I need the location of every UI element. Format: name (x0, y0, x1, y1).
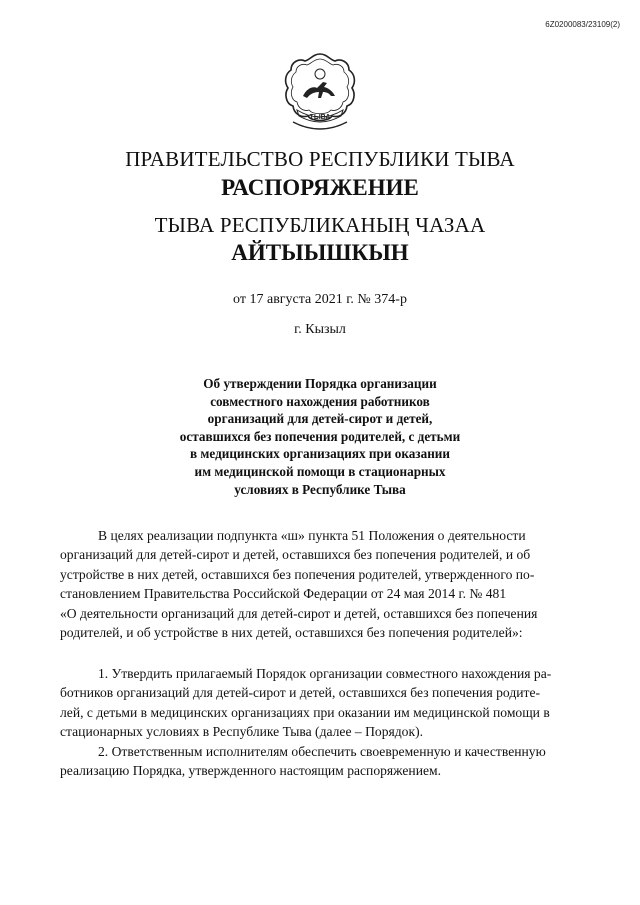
body-line: устройстве в них детей, оставшихся без попечения родителей, утвержденного по- (60, 566, 535, 582)
body-line: 1. Утвердить прилагаемый Порядок организации совместного нахождения ра- (98, 666, 552, 681)
title-line: Об утверждении Порядка организации (203, 376, 437, 391)
preamble-paragraph (60, 526, 612, 642)
items-paragraph (60, 664, 612, 780)
doc-type-tyv: АЙТЫЫШКЫН (231, 240, 409, 265)
document-date-number: от 17 августа 2021 г. № 374-р (233, 292, 407, 307)
body-line: «О деятельности организаций для детей-сирот и детей, оставшихся без попечения (60, 605, 538, 621)
title-line: условиях в Республике Тыва (234, 481, 406, 497)
doc-type-ru: РАСПОРЯЖЕНИЕ (221, 175, 419, 200)
body-line: реализацию Порядка, утвержденного настоящим распоряжением. (60, 763, 442, 779)
body-line: лей, с детьми в медицинских организациях при оказании им медицинской помощи в (60, 704, 550, 720)
document-code: 6Z0200083/23109(2) (545, 20, 620, 29)
document-title (170, 375, 470, 498)
title-line: организаций для детей-сирот и детей, (207, 411, 433, 427)
tuva-emblem-icon (283, 52, 357, 134)
body-line: родителей, и об устройстве в них детей, оставшихся без попечения родителей»: (60, 625, 523, 641)
body-line: В целях реализации подпункта «ш» пункта 51 Положения о деятельности (98, 528, 526, 543)
document-city: г. Кызыл (294, 322, 346, 337)
body-line: становлением Правительства Российской Федерации от 24 мая 2014 г. № 481 (60, 586, 507, 602)
title-line: оставшихся без попечения родителей, с детьми (179, 428, 461, 444)
org-name-tyv: ТЫВА РЕСПУБЛИКАНЫҢ ЧАЗАА (154, 213, 486, 237)
body-line: ботников организаций для детей-сирот и детей, оставшихся без попечения родите- (60, 685, 541, 701)
body-line: организаций для детей-сирот и детей, оставшихся без попечения родителей, и об (60, 547, 531, 563)
org-name-ru: ПРАВИТЕЛЬСТВО РЕСПУБЛИКИ ТЫВА (125, 147, 515, 171)
title-line: совместного нахождения работников (210, 393, 430, 409)
svg-text:ТЫВА: ТЫВА (309, 114, 331, 121)
body-line: стационарных условиях в Республике Тыва (далее – Порядок). (60, 724, 423, 740)
title-line: им медицинской помощи в стационарных (194, 463, 446, 479)
title-line: в медицинских организациях при оказании (189, 446, 450, 462)
body-line: 2. Ответственным исполнителям обеспечить своевременную и качественную (98, 743, 546, 759)
